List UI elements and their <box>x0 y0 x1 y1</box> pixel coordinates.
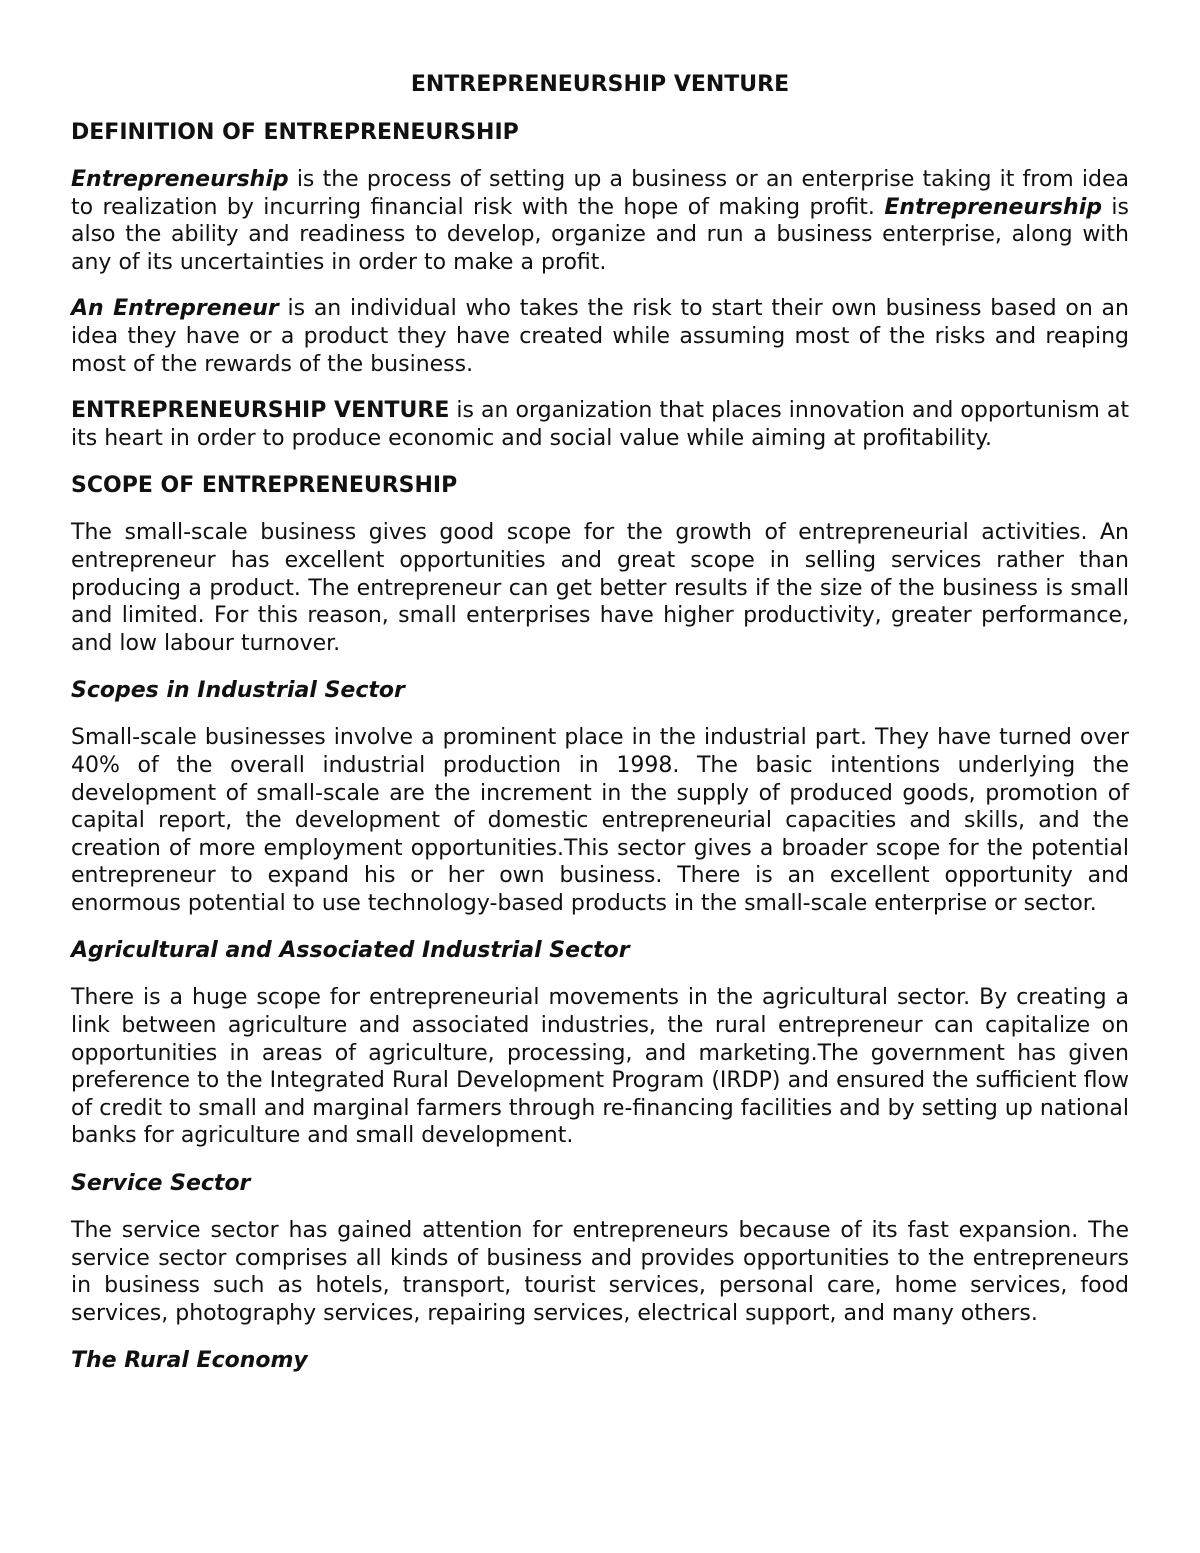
document-page <box>71 70 1129 1394</box>
rural-economy-heading: The Rural Economy <box>71 1348 308 1374</box>
term-venture: ENTREPRENEURSHIP VENTURE <box>71 398 450 424</box>
term-entrepreneurship-2: Entrepreneurship <box>884 194 1102 220</box>
scope-heading: SCOPE OF ENTREPRENEURSHIP <box>71 473 458 499</box>
definition-heading: DEFINITION OF ENTREPRENEURSHIP <box>71 120 519 145</box>
agricultural-sector-heading: Agricultural and Associated Industrial Sector <box>71 938 630 964</box>
document-title: ENTREPRENEURSHIP VENTURE <box>410 72 790 97</box>
term-entrepreneurship-1: Entrepreneurship <box>71 167 289 192</box>
agricultural-sector-paragraph: There is a huge scope for entrepreneurial movements in the agricultural sector. By creating a link between agriculture and associated industries, the rural entrepreneur can capitalize on opportunities in areas of agriculture, processing, and marketing.The government has given preference to the Integrated Rural Development Program (IRDP) and ensured the sufficient flow of credit to small and marginal farmers through re-financing facilities and by setting up national banks for agriculture and small development. <box>71 985 1129 1149</box>
venture-text: is an organization that places innovation and opportunism at its heart in order to produce economic and social value while aiming at profitability. <box>71 398 1129 451</box>
service-sector-heading: Service Sector <box>71 1171 251 1197</box>
industrial-sector-heading: Scopes in Industrial Sector <box>71 678 405 704</box>
definition-paragraph-1 <box>71 166 1129 276</box>
scope-paragraph: The small-scale business gives good scope for the growth of entrepreneurial activities. An entrepreneur has excellent opportunities and great scope in selling services rather than producing a product. The entrepreneur can get better results if the size of the business is small and limited. For this reason, small enterprises have higher productivity, greater performance, and low labour turnover. <box>71 520 1129 656</box>
definition-paragraph-2 <box>71 295 1129 378</box>
definition-paragraph-3 <box>71 397 1129 452</box>
definition-text-1: is the process of setting up a business or an enterprise taking it from idea to realization by incurring financial risk with the hope of making profit. <box>71 167 1129 220</box>
entrepreneur-text: is an individual who takes the risk to start their own business based on an idea they have or a product they have created while assuming most of the risks and reaping most of the rewards of the business. <box>71 296 1129 377</box>
term-entrepreneur: An Entrepreneur <box>71 296 279 322</box>
industrial-sector-paragraph: Small-scale businesses involve a prominent place in the industrial part. They have turned over 40% of the overall industrial production in 1998. The basic intentions underlying the development of small-scale are the increment in the supply of produced goods, promotion of capital report, the development of domestic entrepreneurial capacities and skills, and the creation of more employment opportunities.This sector gives a broader scope for the potential entrepreneur to expand his or her own business. There is an excellent opportunity and enormous potential to use technology-based products in the small-scale enterprise or sector. <box>71 725 1129 916</box>
definition-text-2: is also the ability and readiness to develop, organize and run a business enterprise, along with any of its uncertainties in order to make a profit. <box>71 194 1129 275</box>
service-sector-paragraph: The service sector has gained attention for entrepreneurs because of its fast expansion. The service sector comprises all kinds of business and provides opportunities to the entrepreneurs in business such as hotels, transport, tourist services, personal care, home services, food services, photography services, repairing services, electrical support, and many others. <box>71 1218 1129 1326</box>
